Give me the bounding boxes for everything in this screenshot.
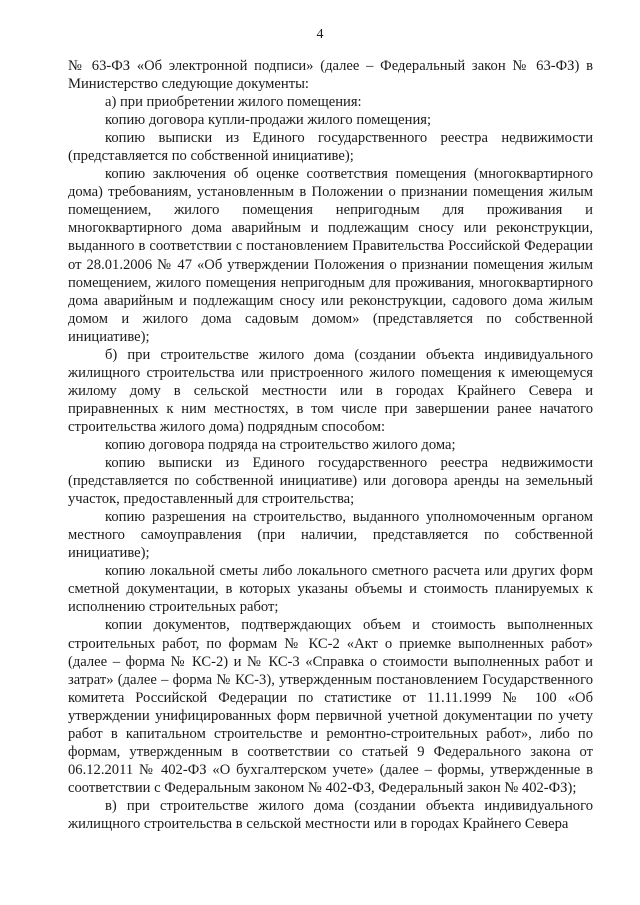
paragraph-item-b-heading: б) при строительстве жилого дома (создании объекта индивидуального жилищного строительства или пристроенного жилого помещения к имеющемуся жилому дому в сельской местности или в городах Крайнего Севера и приравненных к ним местностях, в том числе при завершении ранее начатого строительства жилого дома) подрядным способом:	[68, 346, 593, 435]
paragraph-purchase-contract: копию договора купли-продажи жилого помещения;	[105, 112, 432, 129]
paragraph-registry-extract: копию выписки из Единого государственного реестра недвижимости (представляется по собственной инициативе);	[68, 130, 593, 165]
paragraph-conformity-conclusion: копию заключения об оценке соответствия помещения (многоквартирного дома) требованиям, установленным в Положении о признании помещения жилым помещением, жилого помещения непригодным для проживания и многоквартирного дома аварийным и подлежащим сносу или реконструкции, выданного в соответствии с постановлением Правительства Российской Федерации от 28.01.2006 № 47 «Об утверждении Положения о признании помещения жилым помещением, жилого помещения непригодным для проживания, многоквартирного дома аварийным и подлежащим сносу или реконструкции, садового дома жилым домом и жилого дома садовым домом» (представляется по собственной инициативе);	[68, 166, 593, 345]
paragraph-item-a-heading: а) при приобретении жилого помещения:	[105, 94, 362, 111]
paragraph-item-c-heading: в) при строительстве жилого дома (создании объекта индивидуального жилищного строительства в сельской местности или в городах Крайнего Севера	[68, 797, 593, 832]
paragraph-building-permit: копию разрешения на строительство, выданного уполномоченным органом местного самоуправления (при наличии, представляется по собственной инициативе);	[68, 509, 593, 562]
page-number: 4	[316, 27, 324, 42]
paragraph-completed-works-documents: копии документов, подтверждающих объем и стоимость выполненных строительных работ, по формам № КС-2 «Акт о приемке выполненных работ» (далее – форма № КС-2) и № КС-3 «Справка о стоимости выполненных работ и затрат» (далее – форма № КС-3), утвержденным постановлением Государственного комитета Российской Федерации по статистике от 11.11.1999 № 100 «Об утверждении унифицированных форм первичной учетной документации по учету работ в капитальном строительстве и ремонтно-строительных работ», либо по формам, утвержденным в соответствии со статьей 9 Федерального закона от 06.12.2011 № 402-ФЗ «О бухгалтерском учете» (далее – формы, утвержденные в соответствии с Федеральным законом № 402-ФЗ, Федеральный закон № 402-ФЗ);	[68, 617, 593, 796]
paragraph-construction-contract: копию договора подряда на строительство жилого дома;	[105, 436, 456, 453]
paragraph-continuation: № 63-ФЗ «Об электронной подписи» (далее – Федеральный закон № 63-ФЗ) в Министерство следующие документы:	[68, 58, 593, 93]
paragraph-local-estimate: копию локальной сметы либо локального сметного расчета или других форм сметной документации, в которых указаны объемы и стоимость планируемых к исполнению строительных работ;	[68, 563, 593, 616]
document-body	[68, 57, 593, 833]
paragraph-registry-or-lease: копию выписки из Единого государственного реестра недвижимости (представляется по собственной инициативе) или договора аренды на земельный участок, предоставленный для строительства;	[68, 455, 593, 508]
